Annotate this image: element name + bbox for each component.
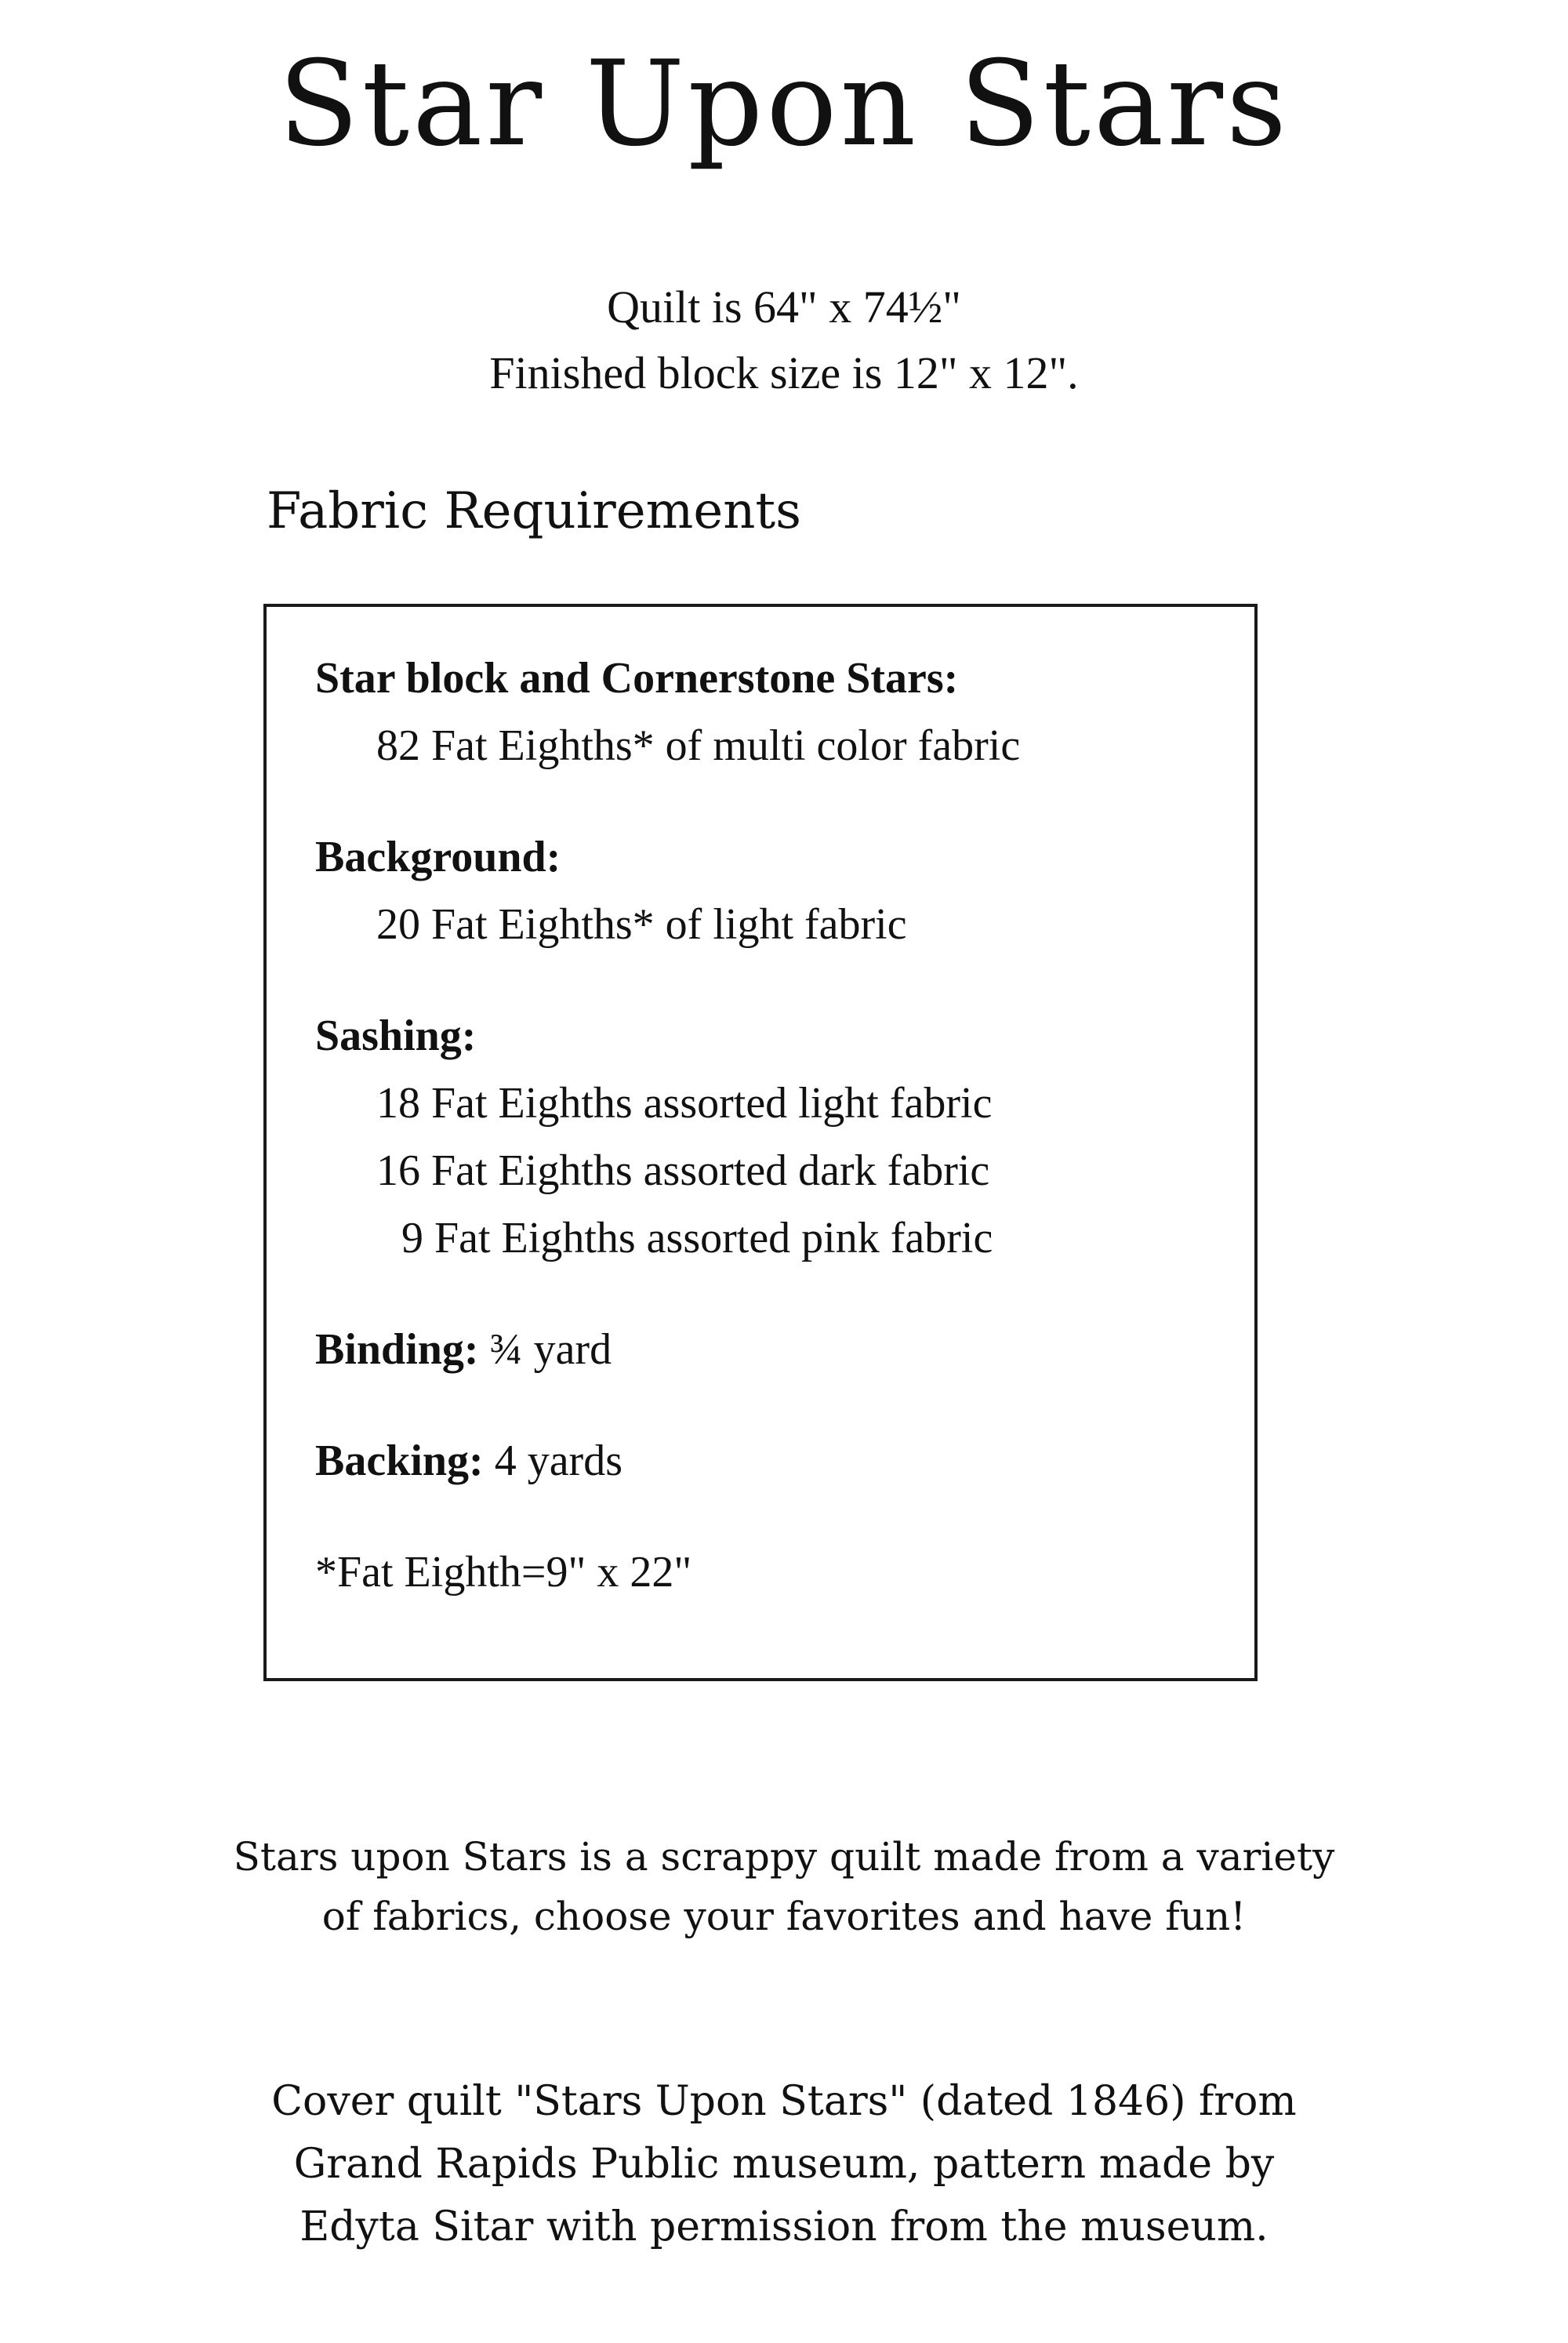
description-line-1: Stars upon Stars is a scrappy quilt made from a variety — [233, 1834, 1335, 1880]
backing-group — [315, 1427, 1020, 1495]
sashing-item-pink: 9 Fat Eighths assorted pink fabric — [401, 1214, 993, 1262]
binding-group — [315, 1316, 1020, 1383]
fat-eighth-footnote: *Fat Eighth=9" x 22" — [315, 1548, 692, 1597]
fabric-requirements-box — [263, 604, 1258, 1681]
sashing-group — [315, 1002, 1020, 1272]
pattern-title: Star Upon Stars — [278, 36, 1290, 173]
pattern-description — [0, 1827, 1568, 1946]
description-line-2: of fabrics, choose your favorites and have fun! — [321, 1894, 1247, 1939]
quilt-dimensions — [0, 274, 1568, 406]
credits-line-3: Edyta Sitar with permission from the museum. — [299, 2203, 1269, 2250]
block-size: Finished block size is 12" x 12". — [489, 347, 1079, 398]
credits-line-1: Cover quilt "Stars Upon Stars" (dated 1846) from — [271, 2078, 1297, 2125]
sashing-label: Sashing: — [315, 1012, 477, 1060]
backing-label: Backing: — [315, 1437, 484, 1485]
sashing-item-light: 18 Fat Eighths assorted light fabric — [376, 1079, 993, 1128]
background-item: 20 Fat Eighths* of light fabric — [376, 900, 907, 949]
star-block-label: Star block and Cornerstone Stars: — [315, 654, 959, 703]
star-block-item: 82 Fat Eighths* of multi color fabric — [376, 721, 1021, 770]
sashing-item-dark: 16 Fat Eighths assorted dark fabric — [376, 1146, 990, 1195]
background-group — [315, 823, 1020, 958]
background-label: Background: — [315, 833, 561, 881]
star-block-group — [315, 645, 1020, 779]
credits-line-2: Grand Rapids Public museum, pattern made by — [293, 2141, 1275, 2188]
binding-label: Binding: — [315, 1325, 479, 1374]
fabric-requirements-heading: Fabric Requirements — [267, 482, 801, 540]
backing-value: 4 yards — [494, 1437, 622, 1485]
fabric-requirements-list — [315, 645, 1020, 1606]
cover-quilt-credits — [0, 2070, 1568, 2258]
quilt-size: Quilt is 64" x 74½" — [607, 282, 961, 332]
binding-value: ¾ yard — [489, 1325, 612, 1374]
